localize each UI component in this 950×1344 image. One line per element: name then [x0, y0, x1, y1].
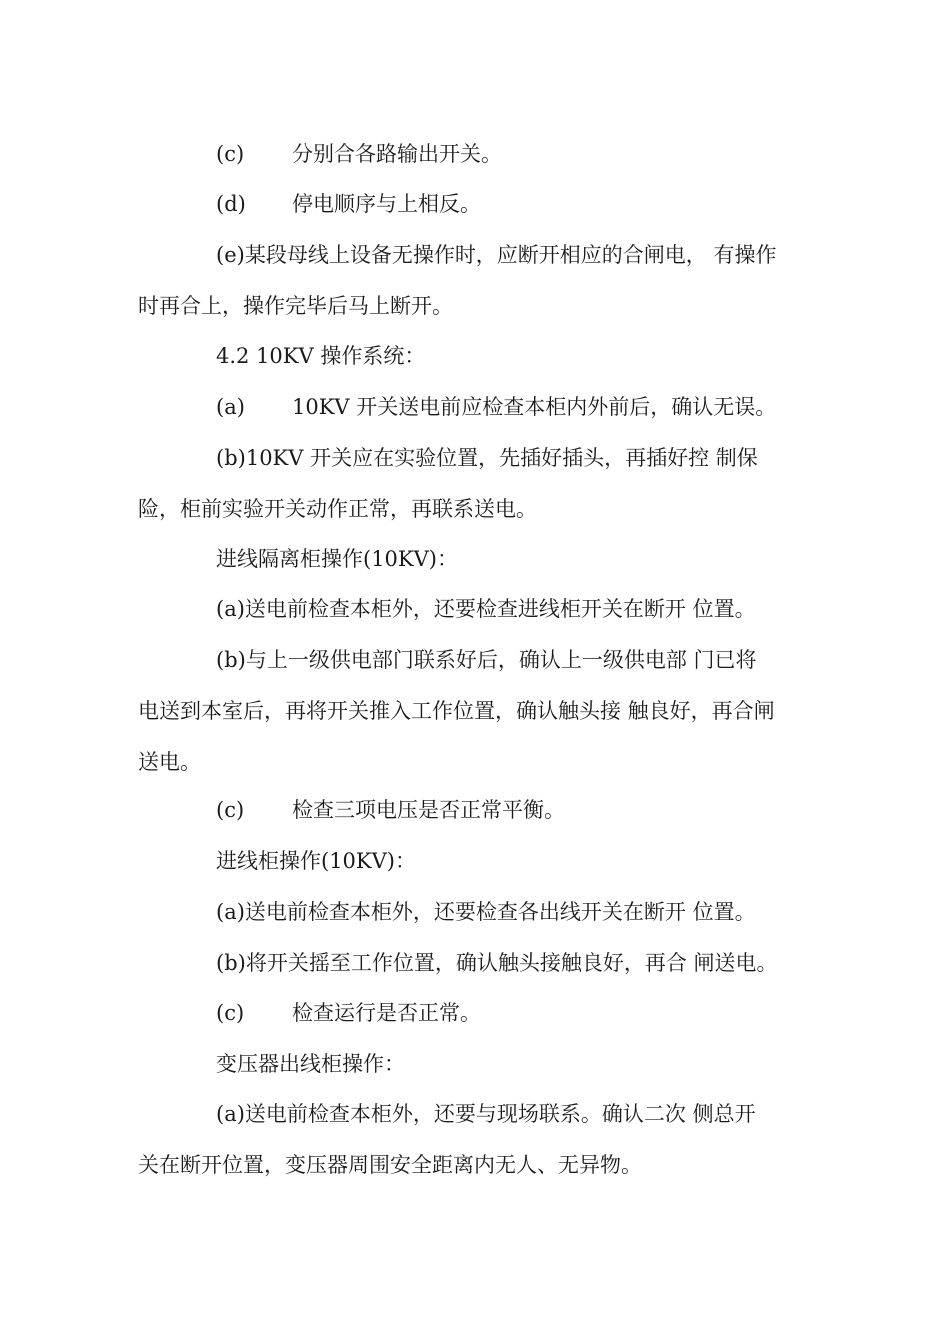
paragraph-e-busbar — [138, 230, 828, 332]
item-label: (c) — [216, 798, 245, 822]
text-line: (b)与上一级供电部门联系好后，确认上一级供电部 门已将 — [216, 648, 757, 672]
paragraph-c-voltage-balance — [138, 785, 828, 836]
text-line: 时再合上，操作完毕后马上断开。 — [138, 294, 453, 318]
paragraph-a-isolation-check — [138, 584, 828, 635]
item-text: 分别合各路输出开关。 — [292, 142, 502, 166]
section-title: 4.2 10KV 操作系统： — [216, 344, 426, 368]
item-label: (d) — [216, 192, 246, 216]
text-line: 送电。 — [138, 750, 201, 774]
item-label: (a) — [216, 395, 245, 419]
section-heading-4-2 — [138, 331, 828, 382]
item-text: 停电顺序与上相反。 — [292, 192, 481, 216]
text-line: (e)某段母线上设备无操作时，应断开相应的合闸电， 有操作 — [216, 243, 777, 267]
item-label: (c) — [216, 1001, 245, 1025]
subheading-isolation-cabinet — [138, 534, 828, 585]
paragraph-a-transformer-check — [138, 1089, 828, 1191]
item-label: (c) — [216, 142, 245, 166]
subheading-text: 进线柜操作(10KV)： — [216, 849, 416, 873]
text-line: (b)将开关摇至工作位置，确认触头接触良好，再合 闸送电。 — [216, 951, 778, 975]
text-line: 关在断开位置，变压器周围安全距离内无人、无异物。 — [138, 1153, 642, 1177]
subheading-transformer-cabinet — [138, 1039, 828, 1090]
text-line: (a)送电前检查本柜外，还要检查进线柜开关在断开 位置。 — [216, 597, 756, 621]
text-line: 电送到本室后，再将开关推入工作位置，确认触头接 触良好，再合闸 — [138, 699, 775, 723]
paragraph-a-incoming-check — [138, 887, 828, 938]
paragraph-b-incoming-crank — [138, 938, 828, 989]
item-text: 10KV 开关送电前应检查本柜内外前后，确认无误。 — [292, 395, 777, 419]
text-line: (a)送电前检查本柜外，还要检查各出线开关在断开 位置。 — [216, 900, 756, 924]
paragraph-c-running-check — [138, 988, 828, 1039]
text-line: 险，柜前实验开关动作正常，再联系送电。 — [138, 497, 537, 521]
subheading-incoming-cabinet — [138, 836, 828, 887]
paragraph-a-10kv-check — [138, 382, 828, 433]
text-line: (b)10KV 开关应在实验位置，先插好插头，再插好控 制保 — [216, 446, 758, 470]
text-line: (a)送电前检查本柜外，还要与现场联系。确认二次 侧总开 — [216, 1102, 756, 1126]
paragraph-b-10kv-test-position — [138, 433, 828, 535]
item-text: 检查运行是否正常。 — [292, 1001, 481, 1025]
subheading-text: 进线隔离柜操作(10KV)： — [216, 547, 458, 571]
item-text: 检查三项电压是否正常平衡。 — [292, 798, 565, 822]
paragraph-d-power-off-order — [138, 179, 828, 230]
paragraph-c-output-switches — [138, 129, 828, 180]
paragraph-b-isolation-contact — [138, 635, 828, 788]
subheading-text: 变压器出线柜操作： — [216, 1052, 405, 1076]
